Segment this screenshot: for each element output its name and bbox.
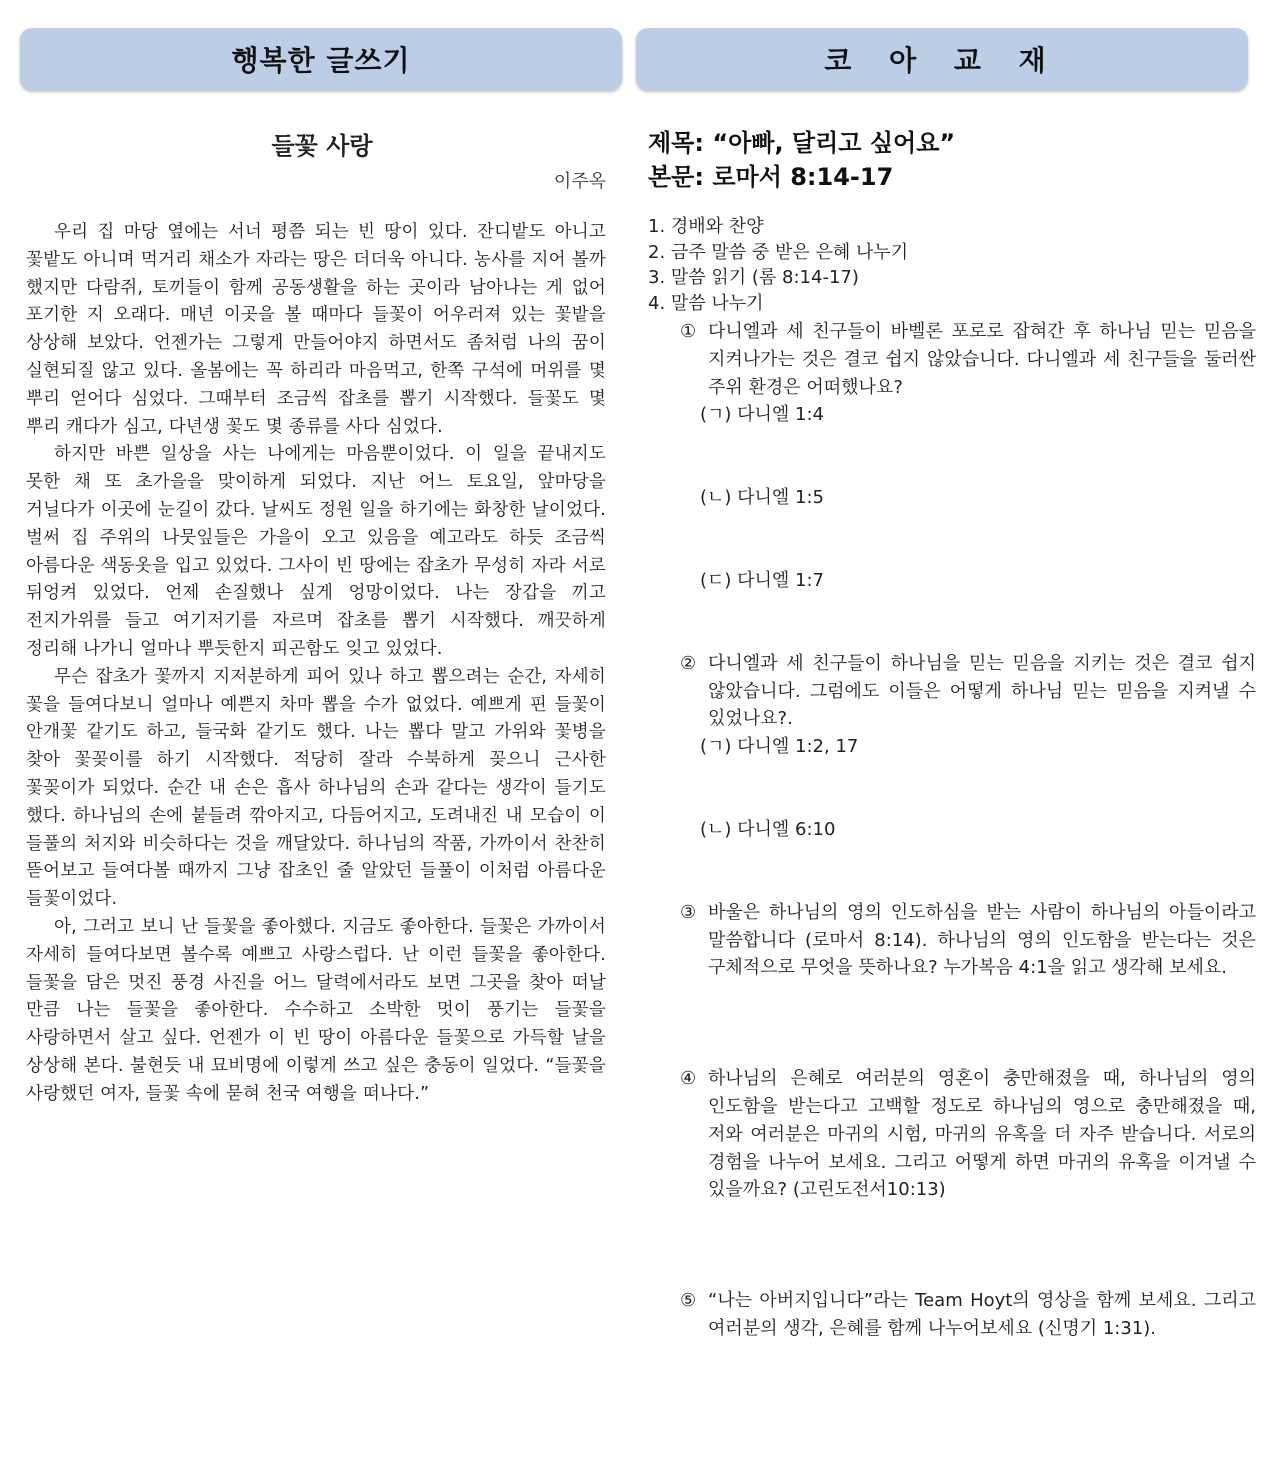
question-text: 다니엘과 세 친구들이 하나님을 믿는 믿음을 지키는 것은 결코 쉽지 않았습니다. 그럼에도 이들은 어떻게 하나님 믿는 믿음을 지켜낼 수 있었나요?.	[708, 652, 1256, 730]
verse-ref: (ㄴ) 다니엘 6:10	[700, 818, 836, 840]
header-core-material	[636, 28, 1248, 90]
essay-author: 이주옥	[553, 171, 606, 192]
question-text: 바울은 하나님의 영의 인도하심을 받는 사람이 하나님의 아들이라고 말씀합니다 (로마서 8:14). 하나님의 영의 인도함을 받는다는 것은 구체적으로 무엇을 뜻하나요? 누가복음 4:1을 읽고 생각해 보세요.	[708, 901, 1256, 979]
essay-title: 들꽃 사랑	[271, 132, 373, 160]
study-column	[648, 126, 1256, 1343]
essay-body	[26, 219, 606, 1109]
verse-ref: (ㄴ) 다니엘 1:5	[700, 487, 825, 509]
essay-column	[26, 126, 606, 1109]
question-number: ⑤	[680, 1290, 697, 1312]
question-number: ①	[680, 321, 697, 342]
header-left-title: 행복한 글쓰기	[231, 44, 411, 77]
question-3	[680, 899, 1256, 982]
question-text: 다니엘과 세 친구들이 바벨론 포로로 잡혀간 후 하나님 믿는 믿음을 지켜나가는 것은 결코 쉽지 않았습니다. 다니엘과 세 친구들을 둘러싼 주위 환경은 어떠했나요?	[708, 321, 1256, 398]
step-item: 3. 말씀 읽기 (롬 8:14-17)	[648, 267, 859, 288]
essay-paragraph: 무슨 잡초가 꽃까지 지저분하게 피어 있나 하고 뽑으려는 순간, 자세히 꽃을 들여다보니 얼마나 예쁜지 차마 뽑을 수가 없었다. 예쁘게 핀 들꽃이 안개꽃 같기도 하고, 들국화 같기도 했다. 나는 뽑다 말고 가위와 꽃병을 찾아 꽃꽂이를 하기 시작했다. 적당히 잘라 수북하게 꽂으니 근사한 꽃꽂이가 되었다. 순간 내 손은 흡사 하나님의 손과 같다는 생각이 들기도 했다. 하나님의 손에 붙들려 깎아지고, 다듬어지고, 도려내진 내 모습이 이 들풀의 처지와 비슷하다는 것을 깨달았다. 하나님의 작품, 가까이서 찬찬히 뜯어보고 들여다볼 때까지 그냥 잡초인 줄 알았던 들풀이 이처럼 아름다운 들꽃이었다.	[26, 666, 606, 910]
essay-paragraph: 아, 그러고 보니 난 들꽃을 좋아했다. 지금도 좋아한다. 들꽃은 가까이서 자세히 들여다보면 볼수록 예쁘고 사랑스럽다. 난 이런 들꽃을 좋아한다. 들꽃을 담은 멋진 풍경 사진을 어느 달력에서라도 보면 그곳을 찾아 떠날 만큼 나는 들꽃을 좋아한다. 수수하고 소박한 멋이 풍기는 들꽃을 사랑하면서 살고 싶다. 언젠가 이 빈 땅이 아름다운 들꽃으로 가득할 날을 상상해 본다. 불현듯 내 묘비명에 이렇게 쓰고 싶은 충동이 일었다. “들꽃을 사랑했던 여자, 들꽃 속에 묻혀 천국 여행을 떠나다.”	[26, 916, 606, 1104]
verse-ref: (ㄱ) 다니엘 1:4	[700, 404, 825, 426]
question-number: ③	[680, 901, 697, 923]
question-text: “나는 아버지입니다”라는 Team Hoyt의 영상을 함께 보세요. 그리고 여러분의 생각, 은혜를 함께 나누어보세요 (신명기 1:31).	[708, 1290, 1256, 1339]
question-text: 하나님의 은혜로 여러분의 영혼이 충만해졌을 때, 하나님의 영의 인도함을 받는다고 고백할 정도로 하나님의 영으로 충만해졌을 때, 저와 여러분은 마귀의 시험, 마귀의 유혹을 더 자주 받습니다. 서로의 경험을 나누어 보세요. 그리고 어떻게 하면 마귀의 유혹을 이겨낼 수 있을까요? (고린도전서10:13)	[708, 1068, 1256, 1201]
essay-paragraph: 우리 집 마당 옆에는 서너 평쯤 되는 빈 땅이 있다. 잔디밭도 아니고 꽃밭도 아니며 먹거리 채소가 자라는 땅은 더더욱 아니다. 농사를 지어 볼까 했지만 다람쥐, 토끼들이 함께 공동생활을 하는 곳이라 남아나는 게 없어 포기한 지 오래다. 매년 이곳을 볼 때마다 들꽃이 어우러져 있는 꽃밭을 상상해 보았다. 언젠가는 그렇게 만들어야지 하면서도 좀처럼 나의 꿈이 실현되질 않고 있다. 올봄에는 꼭 하리라 마음먹고, 한쪽 구석에 머위를 몇 뿌리 얻어다 심었다. 그때부터 조금씩 잡초를 뽑기 시작했다. 들꽃도 몇 뿌리 캐다가 심고, 다년생 꽃도 몇 종류를 사다 심었다.	[26, 222, 606, 437]
question-number: ②	[680, 652, 697, 674]
question-5	[680, 1287, 1256, 1343]
step-item: 4. 말씀 나누기	[648, 292, 764, 314]
question-number: ④	[680, 1068, 697, 1090]
question-2	[680, 650, 1256, 733]
verse-ref: (ㄱ) 다니엘 1:2, 17	[700, 736, 859, 758]
study-text-line: 본문: 로마서 8:14-17	[648, 163, 894, 191]
step-item: 2. 금주 말씀 중 받은 은혜 나누기	[648, 241, 909, 263]
study-title-line: 제목: “아빠, 달리고 싶어요”	[648, 129, 956, 157]
header-right-title: 코 아 교 재	[824, 44, 1060, 77]
essay-paragraph: 하지만 바쁜 일상을 사는 나에게는 마음뿐이었다. 이 일을 끝내지도 못한 채 또 초가을을 맞이하게 되었다. 지난 어느 토요일, 앞마당을 거닐다가 이곳에 눈길이 갔다. 날씨도 정원 일을 하기에는 화창한 날이었다. 벌써 집 주위의 나뭇잎들은 가을이 오고 있음을 예고라도 하듯 조금씩 아름다운 색동옷을 입고 있었다. 그사이 빈 땅에는 잡초가 무성히 자라 서로 뒤엉켜 있었다. 언제 손질했나 싶게 엉망이었다. 나는 장갑을 끼고 전지가위를 들고 여기저기를 자르며 잡초를 뽑기 시작했다. 깨끗하게 정리해 나가니 얼마나 뿌듯한지 피곤함도 잊고 있었다.	[26, 444, 606, 659]
question-1	[680, 318, 1256, 401]
verse-ref: (ㄷ) 다니엘 1:7	[700, 569, 825, 591]
step-item: 1. 경배와 찬양	[648, 216, 764, 237]
header-happy-writing	[20, 28, 622, 90]
step-list	[648, 214, 1256, 316]
question-4	[680, 1065, 1256, 1204]
